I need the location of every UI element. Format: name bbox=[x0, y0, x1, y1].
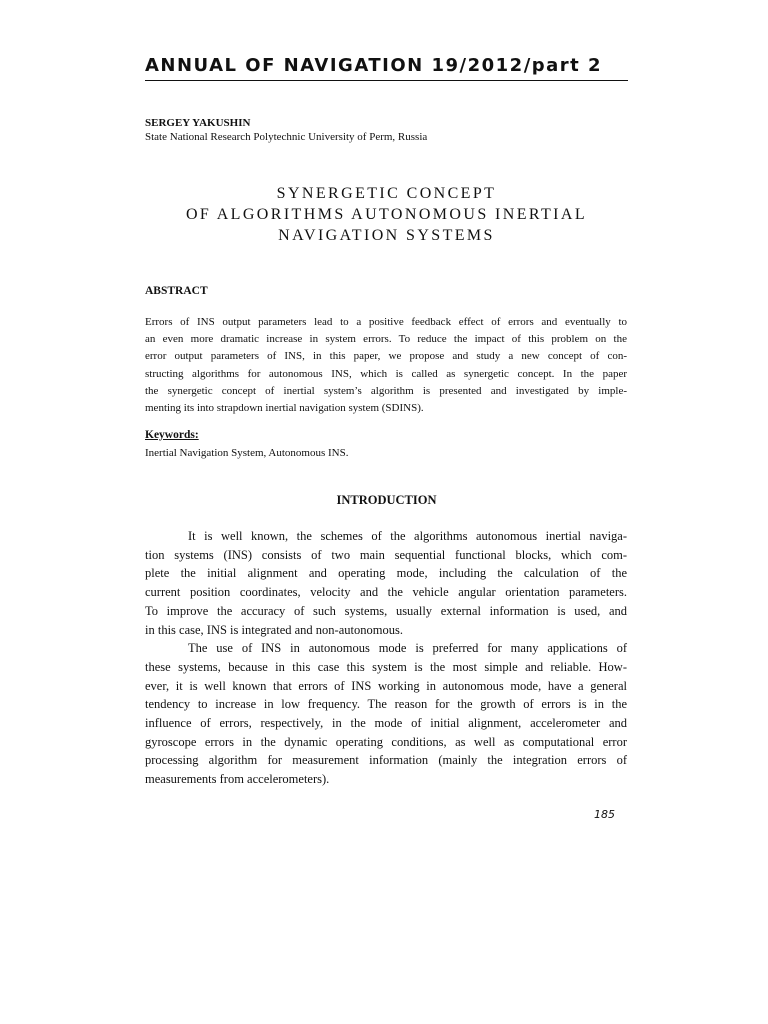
paper-title bbox=[145, 183, 628, 246]
abstract-line: menting its into strapdown inertial navigation system (SDINS). bbox=[145, 402, 424, 415]
title-line: NAVIGATION SYSTEMS bbox=[278, 227, 495, 244]
introduction-line: processing algorithm for measurement information (mainly the integration errors of bbox=[145, 753, 627, 768]
abstract-line: the synergetic concept of inertial system’s algorithm is presented and investigated by imple- bbox=[145, 384, 627, 397]
introduction-line: It is well known, the schemes of the algorithms autonomous inertial naviga- bbox=[188, 529, 627, 543]
introduction-line: tendency to increase in low frequency. The reason for the growth of errors is in the bbox=[145, 697, 627, 712]
abstract-heading: ABSTRACT bbox=[145, 285, 208, 297]
introduction-line: measurements from accelerometers). bbox=[145, 772, 330, 787]
author-name: SERGEY YAKUSHIN bbox=[145, 117, 251, 129]
introduction-line: To improve the accuracy of such systems, usually external information is used, and bbox=[145, 603, 627, 618]
header-rule bbox=[145, 80, 628, 81]
journal-header: ANNUAL OF NAVIGATION 19/2012/part 2 bbox=[145, 55, 603, 76]
abstract-line: an even more dramatic increase in system errors. To reduce the impact of this problem on the bbox=[145, 333, 627, 346]
abstract-line: Errors of INS output parameters lead to a positive feedback effect of errors and eventually to bbox=[145, 316, 627, 328]
title-line: OF ALGORITHMS AUTONOMOUS INERTIAL bbox=[185, 206, 588, 223]
introduction-line: gyroscope errors in the dynamic operating conditions, as well as computational error bbox=[145, 734, 627, 749]
introduction-line: The use of INS in autonomous mode is preferred for many applications of bbox=[188, 641, 627, 656]
author-block bbox=[145, 116, 628, 144]
introduction-line: in this case, INS is integrated and non-autonomous. bbox=[145, 622, 403, 637]
introduction-line: current position coordinates, velocity and the vehicle angular orientation parameters. bbox=[145, 585, 627, 600]
introduction-heading: INTRODUCTION bbox=[336, 493, 437, 507]
author-affiliation: State National Research Polytechnic University of Perm, Russia bbox=[145, 131, 428, 143]
introduction-body bbox=[145, 527, 627, 789]
abstract-body bbox=[145, 314, 627, 417]
abstract-line: error output parameters of INS, in this paper, we propose and study a new concept of con- bbox=[145, 350, 627, 363]
title-line: SYNERGETIC CONCEPT bbox=[276, 185, 497, 202]
introduction-line: tion systems (INS) consists of two main sequential functional blocks, which com- bbox=[145, 547, 627, 562]
introduction-line: plete the initial alignment and operating mode, including the calculation of the bbox=[145, 566, 627, 581]
page-number: 185 bbox=[594, 808, 615, 821]
introduction-line: influence of errors, respectively, in the mode of initial alignment, accelerometer and bbox=[145, 716, 627, 731]
introduction-line: ever, it is well known that errors of INS working in autonomous mode, have a general bbox=[145, 678, 627, 693]
keywords-heading: Keywords: bbox=[145, 429, 199, 441]
abstract-line: structing algorithms for autonomous INS, which is called as synergetic concept. In the paper bbox=[145, 367, 627, 380]
keywords-text: Inertial Navigation System, Autonomous INS. bbox=[145, 447, 349, 459]
introduction-line: these systems, because in this case this system is the most simple and reliable. How- bbox=[145, 659, 627, 674]
